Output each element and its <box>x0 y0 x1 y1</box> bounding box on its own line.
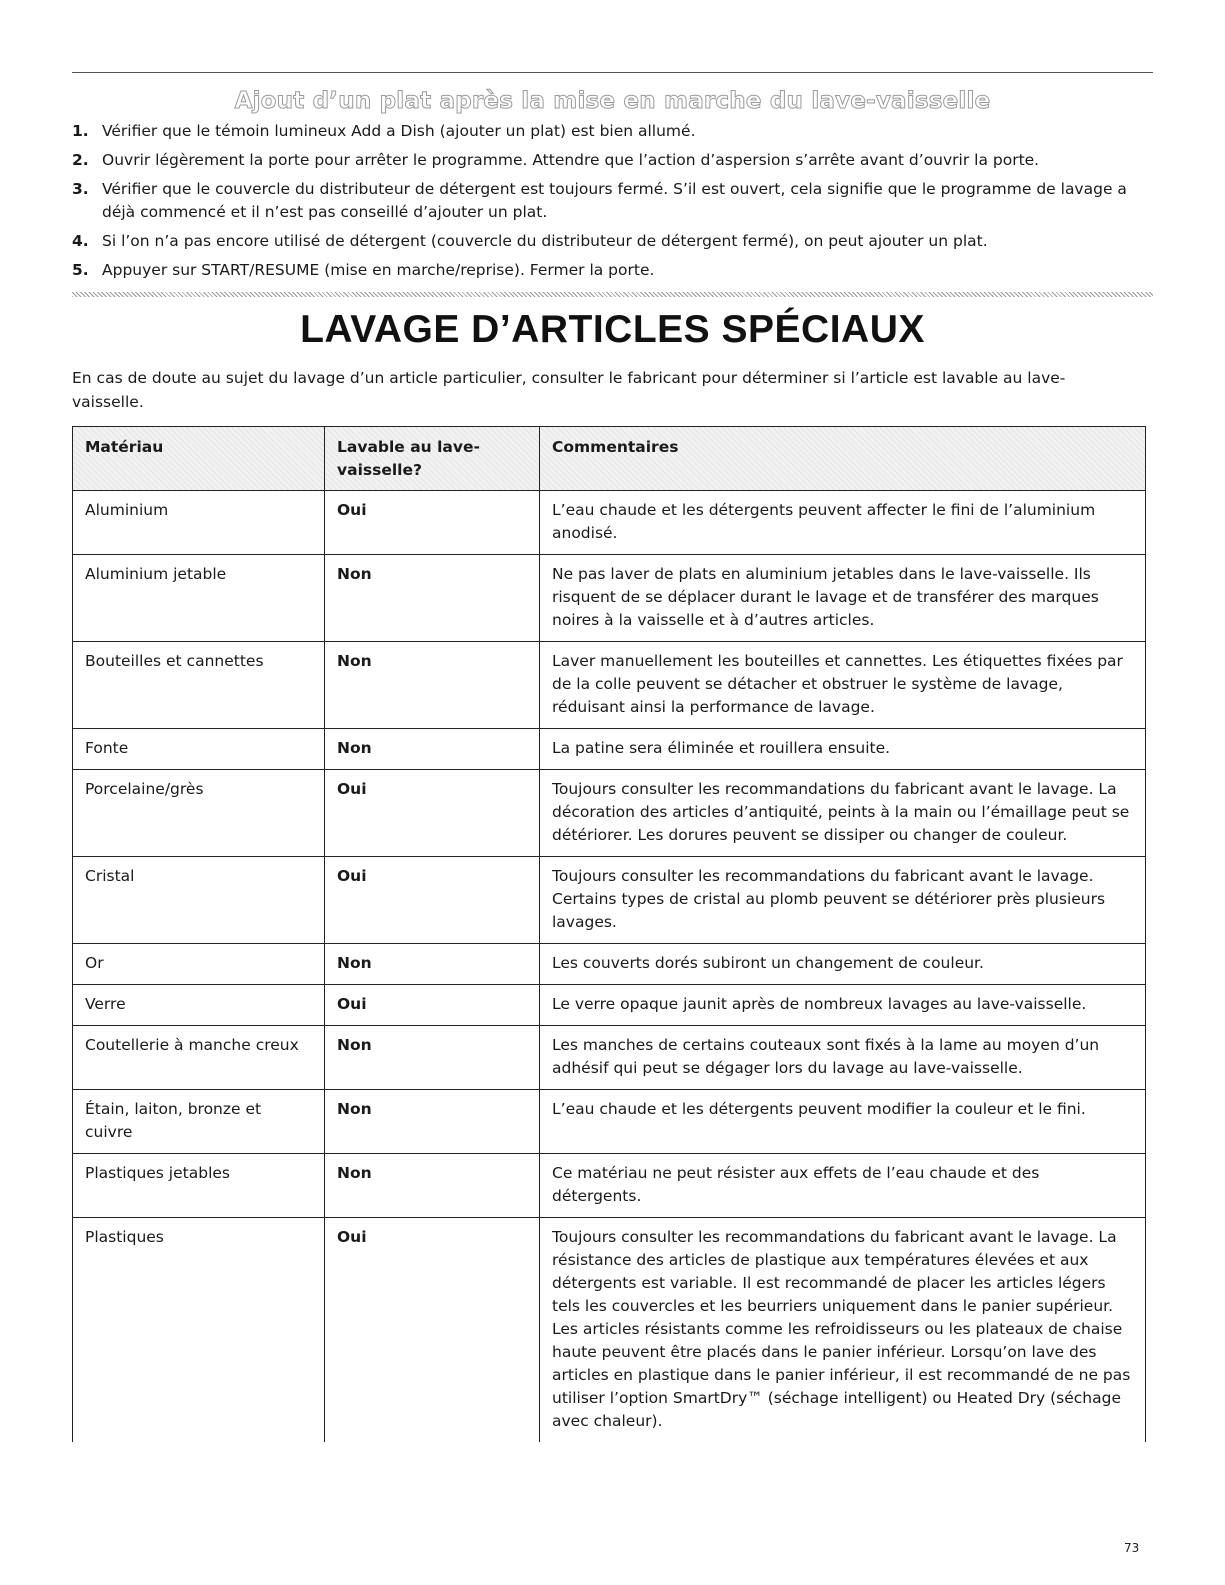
step-text: Vérifier que le témoin lumineux Add a Dish (ajouter un plat) est bien allumé. <box>102 122 696 140</box>
page-title: LAVAGE D’ARTICLES SPÉCIAUX <box>300 308 925 351</box>
table-row <box>73 642 1146 729</box>
cell-washable: Non <box>325 555 540 642</box>
cell-material: Bouteilles et cannettes <box>73 642 325 729</box>
step-text: Vérifier que le couvercle du distributeur de détergent est toujours fermé. S’il est ouvert, cela signifie que le programme de lavage a déjà commencé et il n’est pas conseillé d’ajouter un plat. <box>102 180 1127 221</box>
steps-list <box>72 120 1153 288</box>
cell-comment: La patine sera éliminée et rouillera ensuite. <box>540 729 1146 770</box>
subsection-title: Ajout d’un plat après la mise en marche du lave-vaisselle <box>234 88 991 114</box>
step-text: Si l’on n’a pas encore utilisé de détergent (couvercle du distributeur de détergent fermé), on peut ajouter un plat. <box>102 232 988 250</box>
cell-material: Fonte <box>73 729 325 770</box>
cell-comment: Ne pas laver de plats en aluminium jetables dans le lave-vaisselle. Ils risquent de se déplacer durant le lavage et de transférer des marques noires à la vaisselle et à d’autres articles. <box>540 555 1146 642</box>
table-row <box>73 985 1146 1026</box>
table-row <box>73 944 1146 985</box>
step-number: 4. <box>72 232 89 250</box>
cell-material: Plastiques <box>73 1218 325 1443</box>
step-item <box>72 259 1153 282</box>
hatched-divider <box>72 292 1153 297</box>
page-number: 73 <box>1124 1541 1140 1555</box>
step-item <box>72 178 1153 224</box>
cell-washable: Oui <box>325 985 540 1026</box>
cell-washable: Non <box>325 642 540 729</box>
cell-comment: L’eau chaude et les détergents peuvent affecter le fini de l’aluminium anodisé. <box>540 491 1146 555</box>
table-row <box>73 491 1146 555</box>
step-number: 2. <box>72 151 89 169</box>
cell-washable: Non <box>325 1026 540 1090</box>
table-row <box>73 1026 1146 1090</box>
cell-comment: Les manches de certains couteaux sont fixés à la lame au moyen d’un adhésif qui peut se dégager lors du lavage au lave-vaisselle. <box>540 1026 1146 1090</box>
cell-material: Étain, laiton, bronze et cuivre <box>73 1090 325 1154</box>
cell-comment: Ce matériau ne peut résister aux effets de l’eau chaude et des détergents. <box>540 1154 1146 1218</box>
table-row <box>73 770 1146 857</box>
cell-washable: Non <box>325 944 540 985</box>
cell-material: Verre <box>73 985 325 1026</box>
header-comments: Commentaires <box>540 427 1146 491</box>
special-items-table <box>72 426 1146 1442</box>
cell-washable: Oui <box>325 857 540 944</box>
cell-material: Porcelaine/grès <box>73 770 325 857</box>
cell-material: Coutellerie à manche creux <box>73 1026 325 1090</box>
cell-material: Or <box>73 944 325 985</box>
step-item <box>72 120 1153 143</box>
cell-material: Cristal <box>73 857 325 944</box>
table-header-row <box>73 427 1146 491</box>
table-row <box>73 1154 1146 1218</box>
cell-comment: Toujours consulter les recommandations du fabricant avant le lavage. La résistance des articles de plastique aux températures élevées et aux détergents est variable. Il est recommandé de placer les articles légers tels les couvercles et les beurriers uniquement dans le panier supérieur. Les articles résistants comme les refroidisseurs ou les plateaux de chaise haute peuvent être placés dans le panier inférieur. Lorsqu’on lave des articles en plastique dans le panier inférieur, il est recommandé de ne pas utiliser l’option SmartDry™ (séchage intelligent) ou Heated Dry (séchage avec chaleur). <box>540 1218 1146 1443</box>
step-item <box>72 149 1153 172</box>
cell-washable: Non <box>325 1154 540 1218</box>
cell-material: Aluminium jetable <box>73 555 325 642</box>
cell-washable: Non <box>325 729 540 770</box>
cell-comment: Laver manuellement les bouteilles et cannettes. Les étiquettes fixées par de la colle peuvent se détacher et obstruer le système de lavage, réduisant ainsi la performance de lavage. <box>540 642 1146 729</box>
cell-material: Aluminium <box>73 491 325 555</box>
top-divider <box>72 72 1153 73</box>
step-number: 5. <box>72 261 89 279</box>
cell-comment: Toujours consulter les recommandations du fabricant avant le lavage. Certains types de cristal au plomb peuvent se détériorer près plusieurs lavages. <box>540 857 1146 944</box>
table-row <box>73 555 1146 642</box>
step-text: Appuyer sur START/RESUME (mise en marche/reprise). Fermer la porte. <box>102 261 655 279</box>
cell-comment: Le verre opaque jaunit après de nombreux lavages au lave-vaisselle. <box>540 985 1146 1026</box>
step-text: Ouvrir légèrement la porte pour arrêter le programme. Attendre que l’action d’aspersion s’arrête avant d’ouvrir la porte. <box>102 151 1040 169</box>
step-item <box>72 230 1153 253</box>
special-items-table-wrapper <box>72 426 1145 1442</box>
cell-washable: Non <box>325 1090 540 1154</box>
cell-comment: L’eau chaude et les détergents peuvent modifier la couleur et le fini. <box>540 1090 1146 1154</box>
header-material: Matériau <box>73 427 325 491</box>
table-row <box>73 1218 1146 1443</box>
cell-washable: Oui <box>325 491 540 555</box>
cell-washable: Oui <box>325 770 540 857</box>
table-row <box>73 729 1146 770</box>
cell-comment: Toujours consulter les recommandations du fabricant avant le lavage. La décoration des articles d’antiquité, peints à la main ou l’émaillage peut se détériorer. Les dorures peuvent se dissiper ou changer de couleur. <box>540 770 1146 857</box>
step-number: 1. <box>72 122 89 140</box>
cell-comment: Les couverts dorés subiront un changement de couleur. <box>540 944 1146 985</box>
step-number: 3. <box>72 180 89 198</box>
cell-material: Plastiques jetables <box>73 1154 325 1218</box>
header-washable: Lavable au lave-vaisselle? <box>325 427 540 491</box>
table-row <box>73 857 1146 944</box>
table-row <box>73 1090 1146 1154</box>
cell-washable: Oui <box>325 1218 540 1443</box>
intro-paragraph: En cas de doute au sujet du lavage d’un article particulier, consulter le fabricant pour déterminer si l’article est lavable au lave-vaisselle. <box>72 369 1066 411</box>
